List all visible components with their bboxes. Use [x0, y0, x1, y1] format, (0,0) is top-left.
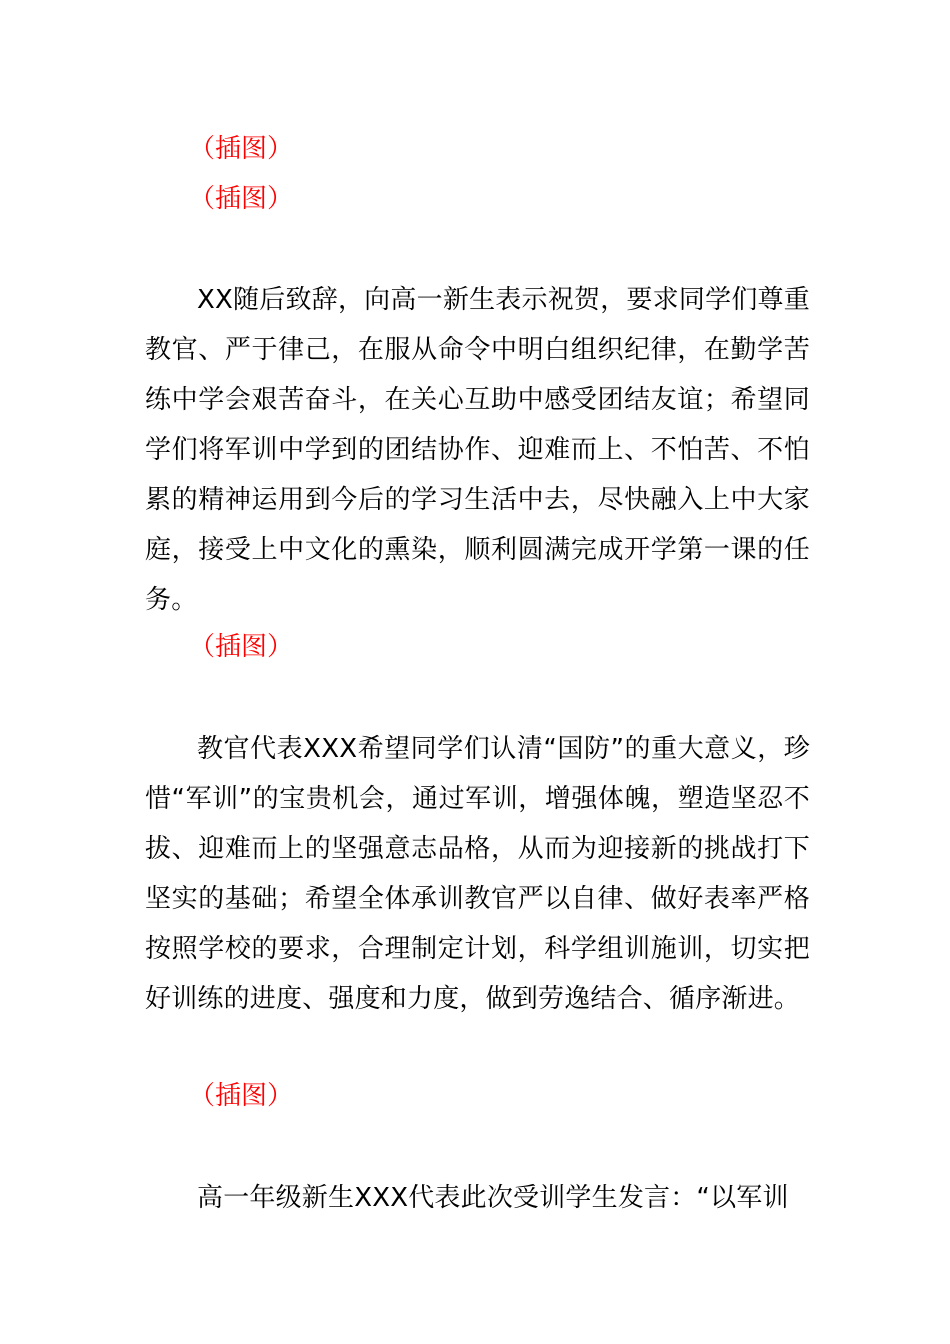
paragraph-student-speech: 高一年级新生XXX代表此次受训学生发言：“以军训	[197, 1183, 789, 1213]
image-placeholder-1: （插图）	[189, 134, 294, 164]
image-placeholder-3: （插图）	[189, 632, 294, 662]
paragraph-instructor-speech: 教官代表XXX希望同学们认清“国防”的重大意义，珍惜“军训”的宝贵机会，通过军训，增强体魄，塑造坚忍不拔、迎难而上的坚强意志品格，从而为迎接新的挑战打下坚实的基础；希望全体承训教官严以自律、做好表率严格按照学校的要求，合理制定计划，科学组训施训，切实把好训练的进度、强度和力度，做到劳逸结合、循序渐进。	[145, 734, 810, 1014]
image-placeholder-2: （插图）	[189, 184, 294, 214]
paragraph-principal-speech: XX随后致辞，向高一新生表示祝贺，要求同学们尊重教官、严于律己，在服从命令中明白组织纪律，在勤学苦练中学会艰苦奋斗，在关心互助中感受团结友谊；希望同学们将军训中学到的团结协作、迎难而上、不怕苦、不怕累的精神运用到今后的学习生活中去，尽快融入上中大家庭，接受上中文化的熏染，顺利圆满完成开学第一课的任务。	[145, 285, 810, 615]
image-placeholder-4: （插图）	[189, 1081, 294, 1111]
